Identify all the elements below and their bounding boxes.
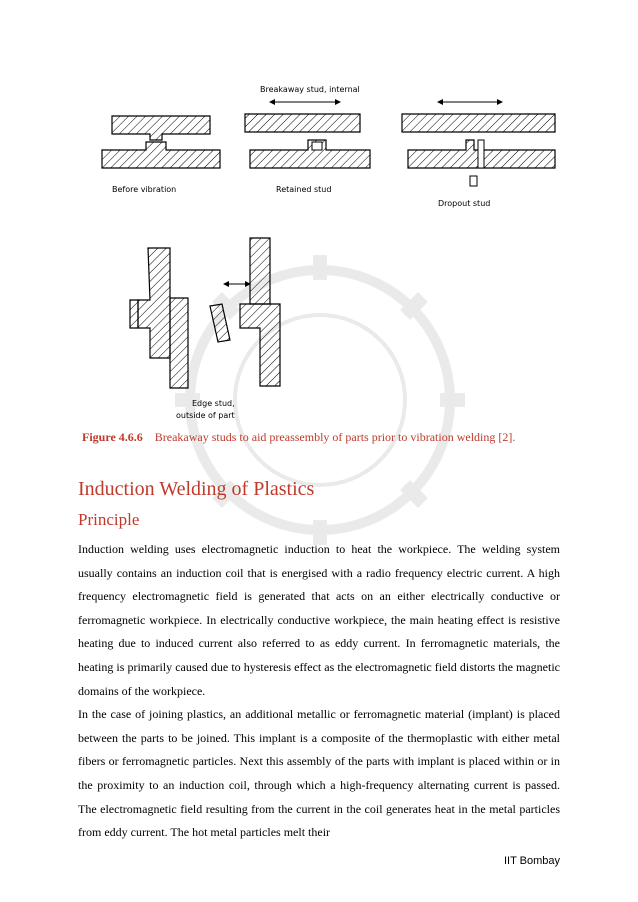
label-edge-stud-1: Edge stud, xyxy=(192,399,235,408)
breakaway-studs-figure xyxy=(90,78,560,424)
edge-stud-diagram xyxy=(130,238,280,388)
section-title: Induction Welding of Plastics xyxy=(78,478,315,500)
subsection-title: Principle xyxy=(78,510,140,529)
label-edge-stud-2: outside of part xyxy=(176,411,235,420)
before-vibration-diagram xyxy=(102,116,220,168)
dropout-stud-diagram xyxy=(402,114,555,186)
label-dropout-stud: Dropout stud xyxy=(438,199,491,208)
retained-stud-diagram xyxy=(245,114,370,168)
label-breakaway-internal: Breakaway stud, internal xyxy=(260,85,360,94)
body-text xyxy=(78,538,560,845)
page-footer: IIT Bombay xyxy=(503,855,560,867)
label-before-vibration: Before vibration xyxy=(112,185,177,194)
figure-caption xyxy=(82,430,602,445)
paragraph-1: Induction welding uses electromagnetic induction to heat the workpiece. The welding system usually contains an induction coil that is energised with a radio frequency electric current. A high frequency electromagnetic field is generated that acts on an either electrically conductive or ferromagnetic workpiece. In electrically conductive workpiece, the main heating effect is resistive heating due to induced current also referred to as eddy current. In ferromagnetic materials, the heating is primarily caused due to hysteresis effect as the electromagnetic field distorts the magnetic domains of the workpiece. xyxy=(78,542,560,698)
paragraph-2: In the case of joining plastics, an additional metallic or ferromagnetic material (implant) is placed between the parts to be joined. This implant is a composite of the thermoplastic with either metal fibers or ferromagnetic particles. Next this assembly of the parts with implant is placed within or in the proximity to an induction coil, through which a high-frequency alternating current is passed. The electromagnetic field resulting from the current in the coil generates heat in the metal particles from eddy current. The hot metal particles melt their xyxy=(78,707,560,840)
label-retained-stud: Retained stud xyxy=(276,185,332,194)
caption-text: Breakaway studs to aid preassembly of parts prior to vibration welding [2]. xyxy=(154,430,516,444)
figure-number: Figure 4.6.6 xyxy=(82,430,143,444)
